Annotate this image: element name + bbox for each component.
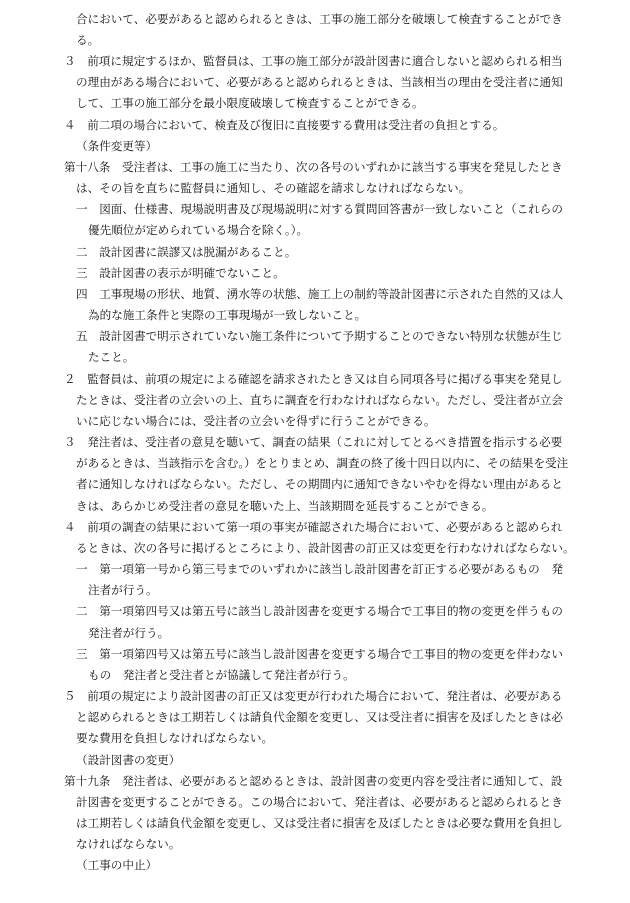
text-line: る。 (76, 33, 100, 47)
text-line: 発注者が行う。 (88, 626, 170, 640)
text-line: きは、あらかじめ受注者の意見を聴いた上、当該期間を延長することができる。 (76, 499, 494, 513)
text-line: 者に通知しなければならない。ただし、その期間内に通知できないやむを得ない理由があると (76, 477, 563, 491)
text-line: 二 第一項第四号又は第五号に該当し設計図書を変更する場合で工事目的物の変更を伴うもの (76, 604, 563, 618)
section-heading: （設計図書の変更） (76, 753, 181, 767)
text-line: 三 第一項第四号又は第五号に該当し設計図書を変更する場合で工事目的物の変更を伴わない (76, 647, 563, 661)
text-line: して、工事の施工部分を最小限度破壊して検査することができる。 (76, 96, 424, 110)
text-line: 一 図面、仕様書、現場説明書及び現場説明に対する質問回答書が一致しないこと（これらの (76, 202, 563, 216)
text-line: ４ 前二項の場合において、検査及び復旧に直接要する費用は受注者の負担とする。 (64, 118, 505, 132)
section-heading: （工事の中止） (76, 858, 158, 872)
text-line: なければならない。 (76, 837, 181, 851)
text-line: 注者が行う。 (88, 583, 158, 597)
article-line: 第十八条 受注者は、工事の施工に当たり、次の各号のいずれかに該当する事実を発見したとき (64, 160, 563, 174)
text-line: と認められるときは工期若しくは請負代金額を変更し、又は受注者に損害を及ぼしたときは必 (76, 710, 563, 724)
section-heading: （条件変更等） (76, 139, 158, 153)
text-line: 為的な施工条件と実際の工事現場が一致しないこと。 (88, 308, 367, 322)
text-line: 五 設計図書で明示されていない施工条件について予期することのできない特別な状態が生じ (76, 329, 563, 343)
text-line: は、その旨を直ちに監督員に通知し、その確認を請求しなければならない。 (76, 181, 471, 195)
text-line: ２ 監督員は、前項の規定による確認を請求されたとき又は自ら同項各号に掲げる事実を発見し (64, 372, 563, 386)
text-line: 計図書を変更することができる。この場合において、発注者は、必要があると認められるとき (76, 795, 563, 809)
text-line: 一 第一項第一号から第三号までのいずれかに該当し設計図書を訂正する必要があるもの 発 (76, 562, 563, 576)
text-line: ４ 前項の調査の結果において第一項の事実が確認された場合において、必要があると認められ (64, 520, 563, 534)
text-line: があるときは、当該指示を含む。）をとりまとめ、調査の終了後十四日以内に、その結果を受注 (76, 456, 569, 470)
text-line: たこと。 (88, 350, 135, 364)
text-line: ３ 前項に規定するほか、監督員は、工事の施工部分が設計図書に適合しないと認められる相当 (64, 54, 563, 68)
text-line: 要な費用を負担しなければならない。 (76, 731, 274, 745)
article-line: 第十九条 発注者は、必要があると認めるときは、設計図書の変更内容を受注者に通知して、設 (64, 774, 563, 788)
text-line: 四 工事現場の形状、地質、湧水等の状態、施工上の制約等設計図書に示された自然的又は人 (76, 287, 563, 301)
text-line: たときは、受注者の立会いの上、直ちに調査を行わなければならない。ただし、受注者が立会 (76, 393, 563, 407)
text-line: るときは、次の各号に掲げるところにより、設計図書の訂正又は変更を行わなければならない。 (76, 541, 575, 555)
text-line: いに応じない場合には、受注者の立会いを得ずに行うことができる。 (76, 414, 436, 428)
text-line: もの 発注者と受注者とが協議して発注者が行う。 (88, 668, 355, 682)
text-line: ５ 前項の規定により設計図書の訂正又は変更が行われた場合において、発注者は、必要がある (64, 689, 563, 703)
text-line: 優先順位が定められている場合を除く。）。 (88, 223, 309, 237)
text-line: 二 設計図書に誤謬又は脱漏があること。 (76, 245, 297, 259)
text-line: の理由がある場合において、必要があると認められるときは、当該相当の理由を受注者に通知 (76, 75, 563, 89)
text-line: ３ 発注者は、受注者の意見を聴いて、調査の結果（これに対してとるべき措置を指示する必要 (64, 435, 563, 449)
text-line: 合において、必要があると認められるときは、工事の施工部分を破壊して検査することができ (76, 12, 563, 26)
text-line: 三 設計図書の表示が明確でないこと。 (76, 266, 285, 280)
text-line: は工期若しくは請負代金額を変更し、又は受注者に損害を及ぼしたときは必要な費用を負担し (76, 816, 563, 830)
